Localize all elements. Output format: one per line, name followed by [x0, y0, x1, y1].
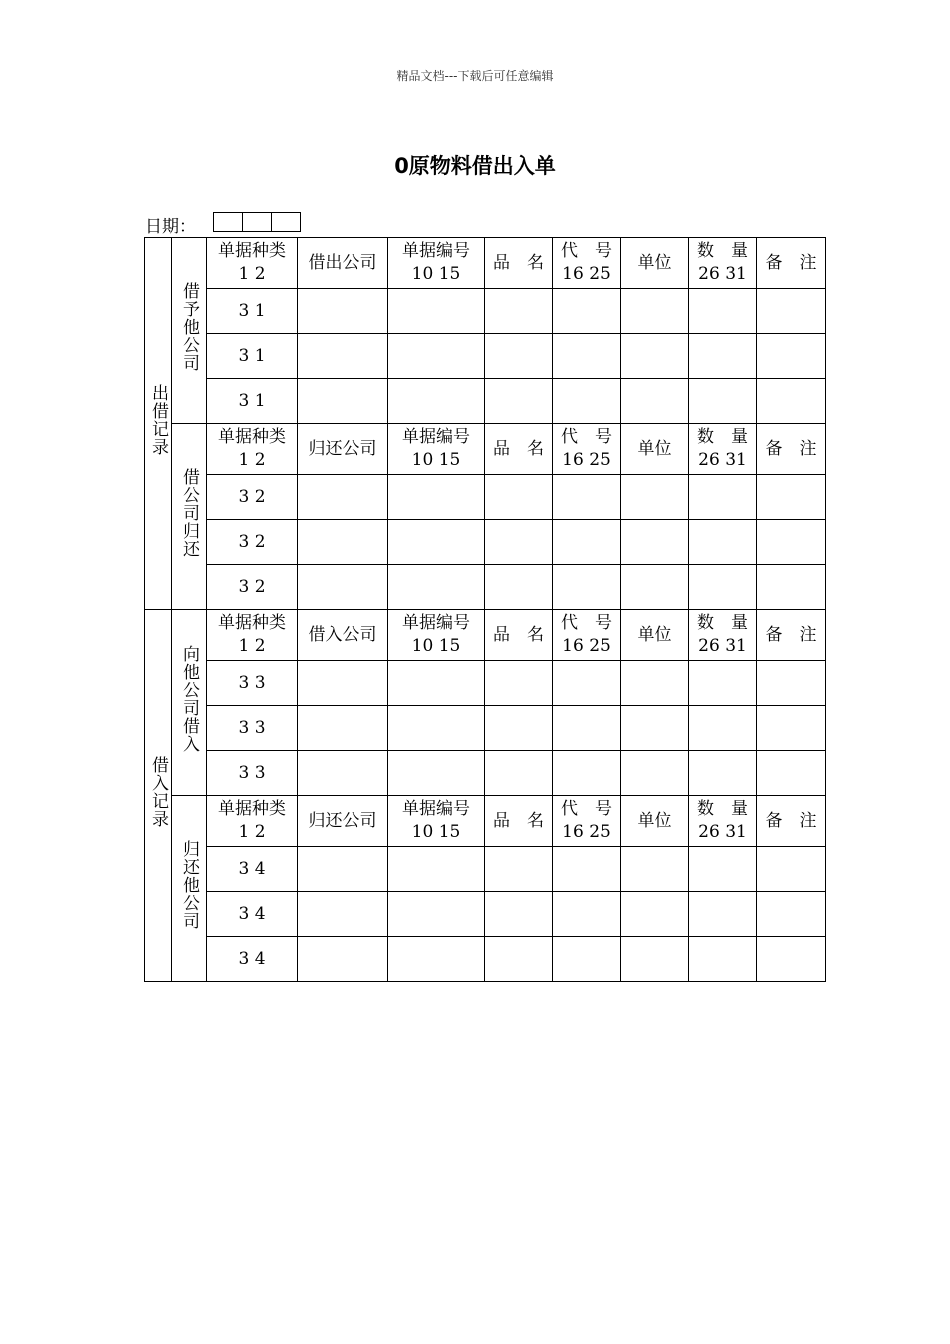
header-name: 品 名	[485, 424, 553, 475]
row-code-cell: 3 2	[207, 565, 298, 610]
entry-cell[interactable]	[689, 751, 757, 796]
entry-cell[interactable]	[485, 475, 553, 520]
entry-cell[interactable]	[298, 892, 388, 937]
header-name: 品 名	[485, 238, 553, 289]
date-box-1[interactable]	[213, 212, 243, 232]
section-label-cell	[145, 238, 172, 610]
entry-cell[interactable]	[621, 847, 689, 892]
entry-cell[interactable]	[485, 847, 553, 892]
table-row	[145, 334, 826, 379]
header-row	[145, 424, 826, 475]
table-row	[145, 892, 826, 937]
table-row	[145, 565, 826, 610]
header-row	[145, 796, 826, 847]
header-code: 代 号 16 25	[553, 796, 621, 847]
entry-cell[interactable]	[485, 892, 553, 937]
table-row	[145, 751, 826, 796]
entry-cell[interactable]	[298, 937, 388, 982]
entry-cell[interactable]	[298, 289, 388, 334]
row-code-cell: 3 1	[207, 379, 298, 424]
entry-cell[interactable]	[298, 751, 388, 796]
entry-cell[interactable]	[388, 661, 485, 706]
entry-cell[interactable]	[388, 751, 485, 796]
entry-cell[interactable]	[553, 475, 621, 520]
row-code-cell: 3 4	[207, 937, 298, 982]
entry-cell[interactable]	[388, 847, 485, 892]
entry-cell[interactable]	[757, 475, 826, 520]
entry-cell[interactable]	[485, 289, 553, 334]
date-input-boxes[interactable]	[213, 212, 300, 232]
entry-cell[interactable]	[757, 520, 826, 565]
row-code-cell: 3 4	[207, 847, 298, 892]
entry-cell[interactable]	[388, 475, 485, 520]
entry-cell[interactable]	[621, 706, 689, 751]
entry-cell[interactable]	[689, 937, 757, 982]
section-label: 借入记录	[148, 756, 168, 828]
entry-cell[interactable]	[485, 706, 553, 751]
entry-cell[interactable]	[757, 706, 826, 751]
header-unit: 单位	[621, 610, 689, 661]
entry-cell[interactable]	[553, 379, 621, 424]
entry-cell[interactable]	[757, 289, 826, 334]
entry-cell[interactable]	[553, 520, 621, 565]
section-label-cell	[145, 610, 172, 982]
entry-cell[interactable]	[757, 937, 826, 982]
entry-cell[interactable]	[621, 661, 689, 706]
table-row	[145, 937, 826, 982]
table-row	[145, 520, 826, 565]
entry-cell[interactable]	[388, 289, 485, 334]
entry-cell[interactable]	[621, 520, 689, 565]
group-label-cell	[172, 610, 207, 796]
row-code-cell: 3 1	[207, 334, 298, 379]
entry-cell[interactable]	[298, 661, 388, 706]
group-label-cell	[172, 424, 207, 610]
row-code-cell: 3 3	[207, 751, 298, 796]
entry-cell[interactable]	[298, 475, 388, 520]
table-row	[145, 847, 826, 892]
entry-cell[interactable]	[553, 751, 621, 796]
entry-cell[interactable]	[553, 892, 621, 937]
entry-cell[interactable]	[689, 334, 757, 379]
watermark-text: 精品文档---下载后可任意编辑	[396, 69, 554, 83]
entry-cell[interactable]	[485, 379, 553, 424]
entry-cell[interactable]	[388, 379, 485, 424]
entry-cell[interactable]	[298, 520, 388, 565]
header-doc-no: 单据编号 10 15	[388, 610, 485, 661]
entry-cell[interactable]	[689, 289, 757, 334]
row-code-cell: 3 1	[207, 289, 298, 334]
header-remark: 备 注	[757, 238, 826, 289]
entry-cell[interactable]	[757, 379, 826, 424]
header-code: 代 号 16 25	[553, 610, 621, 661]
entry-cell[interactable]	[298, 706, 388, 751]
entry-cell[interactable]	[757, 565, 826, 610]
group-label: 归还他公司	[179, 840, 199, 930]
entry-cell[interactable]	[757, 892, 826, 937]
entry-cell[interactable]	[388, 706, 485, 751]
entry-cell[interactable]	[757, 751, 826, 796]
entry-cell[interactable]	[757, 661, 826, 706]
entry-cell[interactable]	[485, 751, 553, 796]
entry-cell[interactable]	[621, 892, 689, 937]
entry-cell[interactable]	[553, 937, 621, 982]
group-label-cell	[172, 796, 207, 982]
header-qty: 数 量 26 31	[689, 424, 757, 475]
entry-cell[interactable]	[689, 565, 757, 610]
entry-cell[interactable]	[689, 706, 757, 751]
date-label: 日期：	[145, 217, 196, 237]
header-unit: 单位	[621, 238, 689, 289]
entry-cell[interactable]	[621, 334, 689, 379]
page-title: 0原物料借出入单	[394, 154, 556, 178]
header-name: 品 名	[485, 610, 553, 661]
header-doc-type: 单据种类 1 2	[207, 796, 298, 847]
group-label: 向他公司借入	[179, 645, 199, 753]
table-row	[145, 379, 826, 424]
header-remark: 备 注	[757, 610, 826, 661]
header-company: 归还公司	[298, 424, 388, 475]
entry-cell[interactable]	[689, 475, 757, 520]
entry-cell[interactable]	[553, 661, 621, 706]
entry-cell[interactable]	[485, 661, 553, 706]
borrow-lend-form-table	[144, 237, 826, 982]
header-unit: 单位	[621, 796, 689, 847]
entry-cell[interactable]	[298, 847, 388, 892]
entry-cell[interactable]	[388, 520, 485, 565]
header-qty: 数 量 26 31	[689, 610, 757, 661]
entry-cell[interactable]	[621, 289, 689, 334]
entry-cell[interactable]	[553, 847, 621, 892]
header-qty: 数 量 26 31	[689, 796, 757, 847]
row-code-cell: 3 2	[207, 520, 298, 565]
entry-cell[interactable]	[689, 379, 757, 424]
group-label-cell	[172, 238, 207, 424]
header-doc-type: 单据种类 1 2	[207, 424, 298, 475]
entry-cell[interactable]	[621, 565, 689, 610]
header-doc-type: 单据种类 1 2	[207, 238, 298, 289]
entry-cell[interactable]	[485, 565, 553, 610]
header-doc-no: 单据编号 10 15	[388, 238, 485, 289]
header-row	[145, 610, 826, 661]
row-code-cell: 3 4	[207, 892, 298, 937]
header-code: 代 号 16 25	[553, 238, 621, 289]
header-remark: 备 注	[757, 796, 826, 847]
entry-cell[interactable]	[485, 334, 553, 379]
header-doc-no: 单据编号 10 15	[388, 796, 485, 847]
header-remark: 备 注	[757, 424, 826, 475]
entry-cell[interactable]	[553, 565, 621, 610]
header-code: 代 号 16 25	[553, 424, 621, 475]
entry-cell[interactable]	[553, 289, 621, 334]
entry-cell[interactable]	[621, 937, 689, 982]
entry-cell[interactable]	[621, 751, 689, 796]
header-unit: 单位	[621, 424, 689, 475]
entry-cell[interactable]	[388, 892, 485, 937]
entry-cell[interactable]	[485, 520, 553, 565]
entry-cell[interactable]	[689, 661, 757, 706]
table-row	[145, 661, 826, 706]
entry-cell[interactable]	[689, 520, 757, 565]
header-doc-no: 单据编号 10 15	[388, 424, 485, 475]
entry-cell[interactable]	[553, 334, 621, 379]
header-doc-type: 单据种类 1 2	[207, 610, 298, 661]
header-name: 品 名	[485, 796, 553, 847]
date-box-3[interactable]	[271, 212, 301, 232]
entry-cell[interactable]	[298, 379, 388, 424]
entry-cell[interactable]	[621, 379, 689, 424]
entry-cell[interactable]	[689, 892, 757, 937]
header-company: 归还公司	[298, 796, 388, 847]
entry-cell[interactable]	[621, 475, 689, 520]
entry-cell[interactable]	[757, 334, 826, 379]
header-company: 借入公司	[298, 610, 388, 661]
table-row	[145, 706, 826, 751]
header-qty: 数 量 26 31	[689, 238, 757, 289]
entry-cell[interactable]	[298, 334, 388, 379]
row-code-cell: 3 2	[207, 475, 298, 520]
section-label: 出借记录	[148, 384, 168, 456]
date-box-2[interactable]	[242, 212, 272, 232]
entry-cell[interactable]	[485, 937, 553, 982]
table-row	[145, 475, 826, 520]
entry-cell[interactable]	[298, 565, 388, 610]
entry-cell[interactable]	[388, 937, 485, 982]
header-row	[145, 238, 826, 289]
entry-cell[interactable]	[388, 565, 485, 610]
row-code-cell: 3 3	[207, 706, 298, 751]
entry-cell[interactable]	[757, 847, 826, 892]
group-label: 借予他公司	[179, 282, 199, 372]
entry-cell[interactable]	[388, 334, 485, 379]
entry-cell[interactable]	[689, 847, 757, 892]
table-row	[145, 289, 826, 334]
header-company: 借出公司	[298, 238, 388, 289]
entry-cell[interactable]	[553, 706, 621, 751]
row-code-cell: 3 3	[207, 661, 298, 706]
group-label: 借公司归还	[179, 468, 199, 558]
